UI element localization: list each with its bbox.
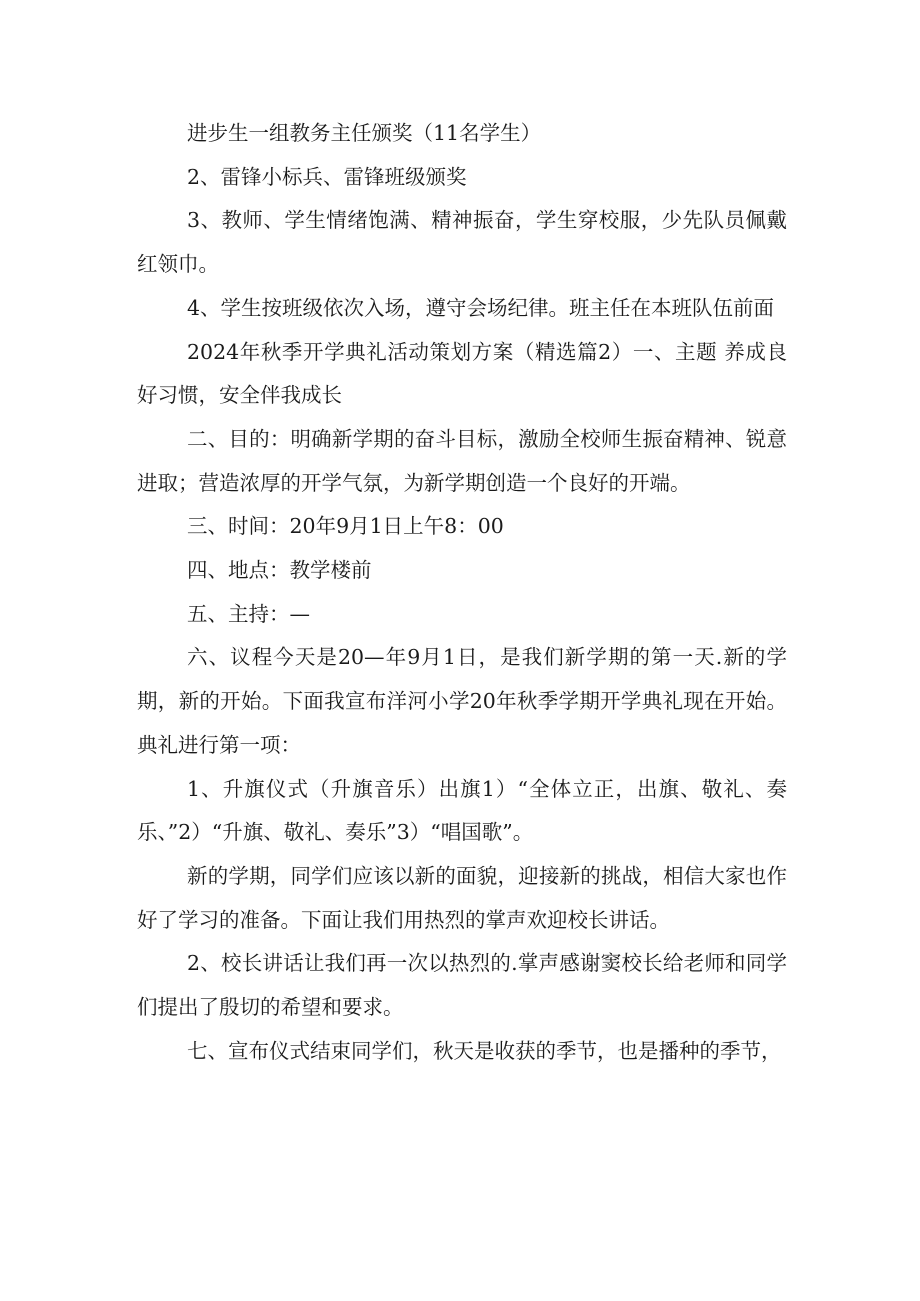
document-body: [137, 112, 787, 1073]
paragraph-leifeng-award: 2、雷锋小标兵、雷锋班级颁奖: [187, 164, 467, 189]
paragraph-flag-ceremony: 1、升旗仪式（升旗音乐）出旗1）“全体立正，出旗、敬礼、奏乐、”2）“升旗、敬礼、奏乐”3）“唱国歌”。: [137, 776, 787, 845]
paragraph-spirit-uniform: 3、教师、学生情绪饱满、精神振奋，学生穿校服，少先队员佩戴红领巾。: [137, 208, 787, 277]
paragraph-plan-theme: 2024年秋季开学典礼活动策划方案（精选篇2）一、主题 养成良好习惯，安全伴我成长: [137, 339, 787, 408]
paragraph-host: 五、主持：—: [187, 601, 310, 626]
paragraph-time: 三、时间：20年9月1日上午8：00: [187, 514, 504, 539]
paragraph-entry-order: 4、学生按班级依次入场，遵守会场纪律。班主任在本班队伍前面: [187, 295, 775, 320]
paragraph-new-semester: 新的学期，同学们应该以新的面貌，迎接新的挑战，相信大家也作好了学习的准备。下面让我们用热烈的掌声欢迎校长讲话。: [137, 863, 787, 932]
paragraph-location: 四、地点：教学楼前: [187, 558, 372, 583]
paragraph-purpose: 二、目的：明确新学期的奋斗目标，激励全校师生振奋精神、锐意进取；营造浓厚的开学气氛，为新学期创造一个良好的开端。: [137, 426, 787, 495]
paragraph-principal-speech: 2、校长讲话让我们再一次以热烈的.掌声感谢窦校长给老师和同学们提出了殷切的希望和要求。: [137, 951, 787, 1020]
paragraph-award-progress: 进步生一组教务主任颁奖（11名学生）: [187, 121, 542, 145]
paragraph-closing: 七、宣布仪式结束同学们，秋天是收获的季节，也是播种的季节，: [187, 1038, 782, 1063]
paragraph-agenda: 六、议程今天是20—年9月1日，是我们新学期的第一天.新的学期，新的开始。下面我宣布洋河小学20年秋季学期开学典礼现在开始。典礼进行第一项：: [137, 645, 787, 757]
